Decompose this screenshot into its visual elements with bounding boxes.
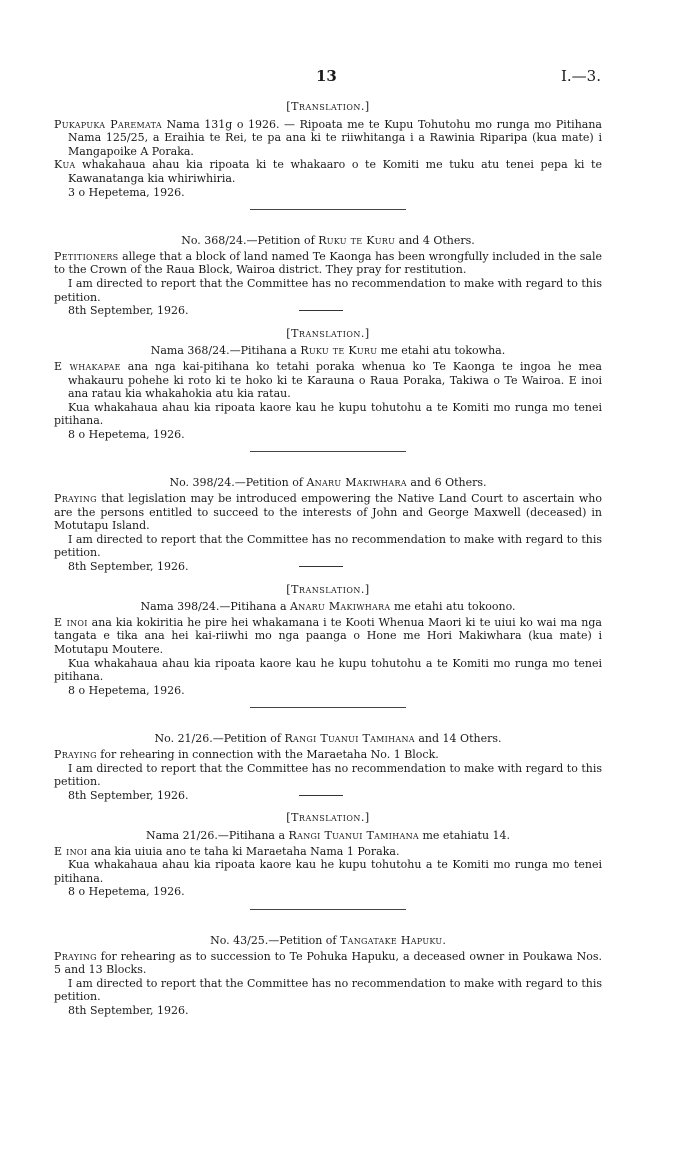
page-number: 13 <box>316 67 337 85</box>
lead-word: E whakapae <box>54 359 121 373</box>
heading-suffix: me etahi atu tokowha. <box>377 344 506 358</box>
section-divider <box>250 707 406 708</box>
committee-report: I am directed to report that the Committee has no recommendation to make with regard to this petition. <box>54 532 602 560</box>
committee-report: I am directed to report that the Committee has no recommendation to make with regard to this petition. <box>54 976 602 1004</box>
translation-heading <box>54 344 602 358</box>
heading-suffix: and 14 Others. <box>414 732 502 746</box>
date-row <box>54 560 602 574</box>
translation-report: Kua whakahaua ahau kia ripoata kaore kau he kupu tohutohu a te Komiti mo runga mo tenei pitihana. <box>54 400 602 428</box>
translation-heading <box>54 600 602 614</box>
petition-heading <box>54 476 602 490</box>
lead-word: Kua <box>54 158 76 172</box>
heading-prefix: Nama 21/26.—Pitihana a <box>145 828 289 842</box>
section-petition-43-25 <box>54 934 602 1018</box>
petitioner-name: Ruku te Kuru <box>318 234 396 248</box>
committee-report: I am directed to report that the Committee has no recommendation to make with regard to this petition. <box>54 276 602 304</box>
section-translation-131g <box>54 100 602 210</box>
lead-word: Praying <box>54 747 97 761</box>
petition-body <box>54 492 602 533</box>
section-petition-398-24 <box>54 476 602 708</box>
translation-report: Kua whakahaua ahau kia ripoata kaore kau he kupu tohutohu a te Komiti mo runga mo tenei pitihana. <box>54 858 602 885</box>
translation-heading <box>54 829 602 843</box>
petitioner-name: Ruku te Kuru <box>300 344 378 358</box>
heading-prefix: No. 368/24.—Petition of <box>181 234 319 248</box>
heading-prefix: No. 43/25.—Petition of <box>210 933 340 947</box>
lead-word: Pukapuka Paremata <box>54 117 162 131</box>
lead-word: Petitioners <box>54 249 119 263</box>
section-divider <box>250 909 406 910</box>
committee-report: I am directed to report that the Committee has no recommendation to make with regard to this petition. <box>54 761 602 789</box>
body-text: for rehearing in connection with the Maraetaha No. 1 Block. <box>96 747 439 761</box>
date-line: 8th September, 1926. <box>68 788 189 802</box>
date-line: 8 o Hepetema, 1926. <box>68 885 185 899</box>
translation-title <box>54 118 602 159</box>
body-text: ana nga kai-pitihana ko tetahi poraka whenua ko Te Kaonga te ingoa he mea whakauru pohehe ki roto ki te hoko ki te Karauna o Raua Poraka, Takiwa o Te Wairoa. E inoi ana ratau kia whakahokia atu kia ratau. <box>68 359 602 401</box>
petition-heading <box>54 732 602 746</box>
body-text: allege that a block of land named Te Kaonga has been wrongfully included in the sale to the Crown of the Raua Block, Wairoa district. They pray for restitution. <box>54 249 602 277</box>
heading-prefix: No. 21/26.—Petition of <box>154 732 285 746</box>
body-text: ana kia uiuia ano te taha ki Maraetaha Nama 1 Poraka. <box>87 844 400 858</box>
page-content <box>54 100 602 1017</box>
petition-heading <box>54 934 602 948</box>
date-line: 8th September, 1926. <box>68 304 189 318</box>
section-petition-368-24 <box>54 234 602 452</box>
heading-suffix: . <box>442 933 446 947</box>
translation-body <box>54 360 602 401</box>
translation-report: Kua whakahaua ahau kia ripoata kaore kau he kupu tohutohu a te Komiti mo runga mo tenei pitihana. <box>54 656 602 684</box>
petition-body <box>54 748 602 762</box>
lead-word: E inoi <box>54 844 88 858</box>
heading-suffix: me etahi atu tokoono. <box>390 600 516 614</box>
paper-reference: I.—3. <box>560 67 601 85</box>
section-petition-21-26 <box>54 732 602 910</box>
lead-word: E inoi <box>54 615 88 629</box>
section-divider <box>250 451 406 452</box>
short-rule <box>299 310 343 311</box>
translation-label: [Translation.] <box>286 582 370 596</box>
translation-label: [Translation.] <box>286 100 370 113</box>
date-row <box>54 789 602 803</box>
petition-body <box>54 950 602 977</box>
heading-prefix: Nama 398/24.—Pitihana a <box>140 600 291 614</box>
date-line: 8th September, 1926. <box>68 1003 189 1017</box>
translation-body <box>54 158 602 185</box>
date-line: 8th September, 1926. <box>68 560 189 574</box>
heading-suffix: and 4 Others. <box>395 234 475 248</box>
body-text: that legislation may be introduced empowering the Native Land Court to ascertain who are the persons entitled to succeed to the interests of John and George Maxwell (deceased) in Motutapu Island. <box>54 492 602 533</box>
translation-label: [Translation.] <box>286 326 370 340</box>
short-rule <box>299 795 343 796</box>
petitioner-name: Rangi Tuanui Tamihana <box>284 732 415 746</box>
petitioner-name: Anaru Makiwhara <box>290 600 391 614</box>
date-line: 8 o Hepetema, 1926. <box>68 683 185 697</box>
petition-heading <box>54 234 602 248</box>
lead-word: Praying <box>54 949 97 963</box>
petitioner-name: Rangi Tuanui Tamihana <box>288 828 419 842</box>
section-divider <box>250 209 406 210</box>
petitioner-name: Anaru Makiwhara <box>306 476 407 490</box>
date-line: 3 o Hepetema, 1926. <box>68 185 185 199</box>
lead-word: Praying <box>54 492 97 506</box>
date-line: 8 o Hepetema, 1926. <box>68 427 185 441</box>
translation-body <box>54 845 602 859</box>
heading-suffix: and 6 Others. <box>406 476 487 490</box>
translation-label: [Translation.] <box>286 811 370 825</box>
heading-suffix: me etahiatu 14. <box>418 828 511 842</box>
date-row <box>54 304 602 318</box>
body-text: for rehearing as to succession to Te Pohuka Hapuku, a deceased owner in Poukawa Nos. 5 and 13 Blocks. <box>54 949 602 977</box>
translation-body <box>54 616 602 657</box>
short-rule <box>299 566 343 567</box>
page-header <box>0 67 700 90</box>
heading-prefix: No. 398/24.—Petition of <box>169 476 307 490</box>
title-text: Nama 131g o 1926. — Ripoata me te Kupu Tohutohu mo runga mo Pitihana Nama 125/25, a Eraihia te Rei, te pa ana ki te riiwhitanga i a Rawinia Riparipa (kua mate) i Mangapoike A Poraka. <box>68 117 602 158</box>
body-text: whakahaua ahau kia ripoata ki te whakaaro o te Komiti me tuku atu tenei pepa ki te Kawanatanga kia whiriwhiria. <box>68 158 602 185</box>
petitioner-name: Tangatake Hapuku <box>340 933 443 947</box>
body-text: ana kia kokiritia he pire hei whakamana i te Kooti Whenua Maori ki te uiui ko wai ma nga tangata e tika ana hei kai-riiwhi mo nga paanga o Hone me Hori Makiwhara (kua mate) i Motutapu Moutere. <box>54 615 602 656</box>
heading-prefix: Nama 368/24.—Pitihana a <box>150 344 301 358</box>
petition-body <box>54 250 602 277</box>
